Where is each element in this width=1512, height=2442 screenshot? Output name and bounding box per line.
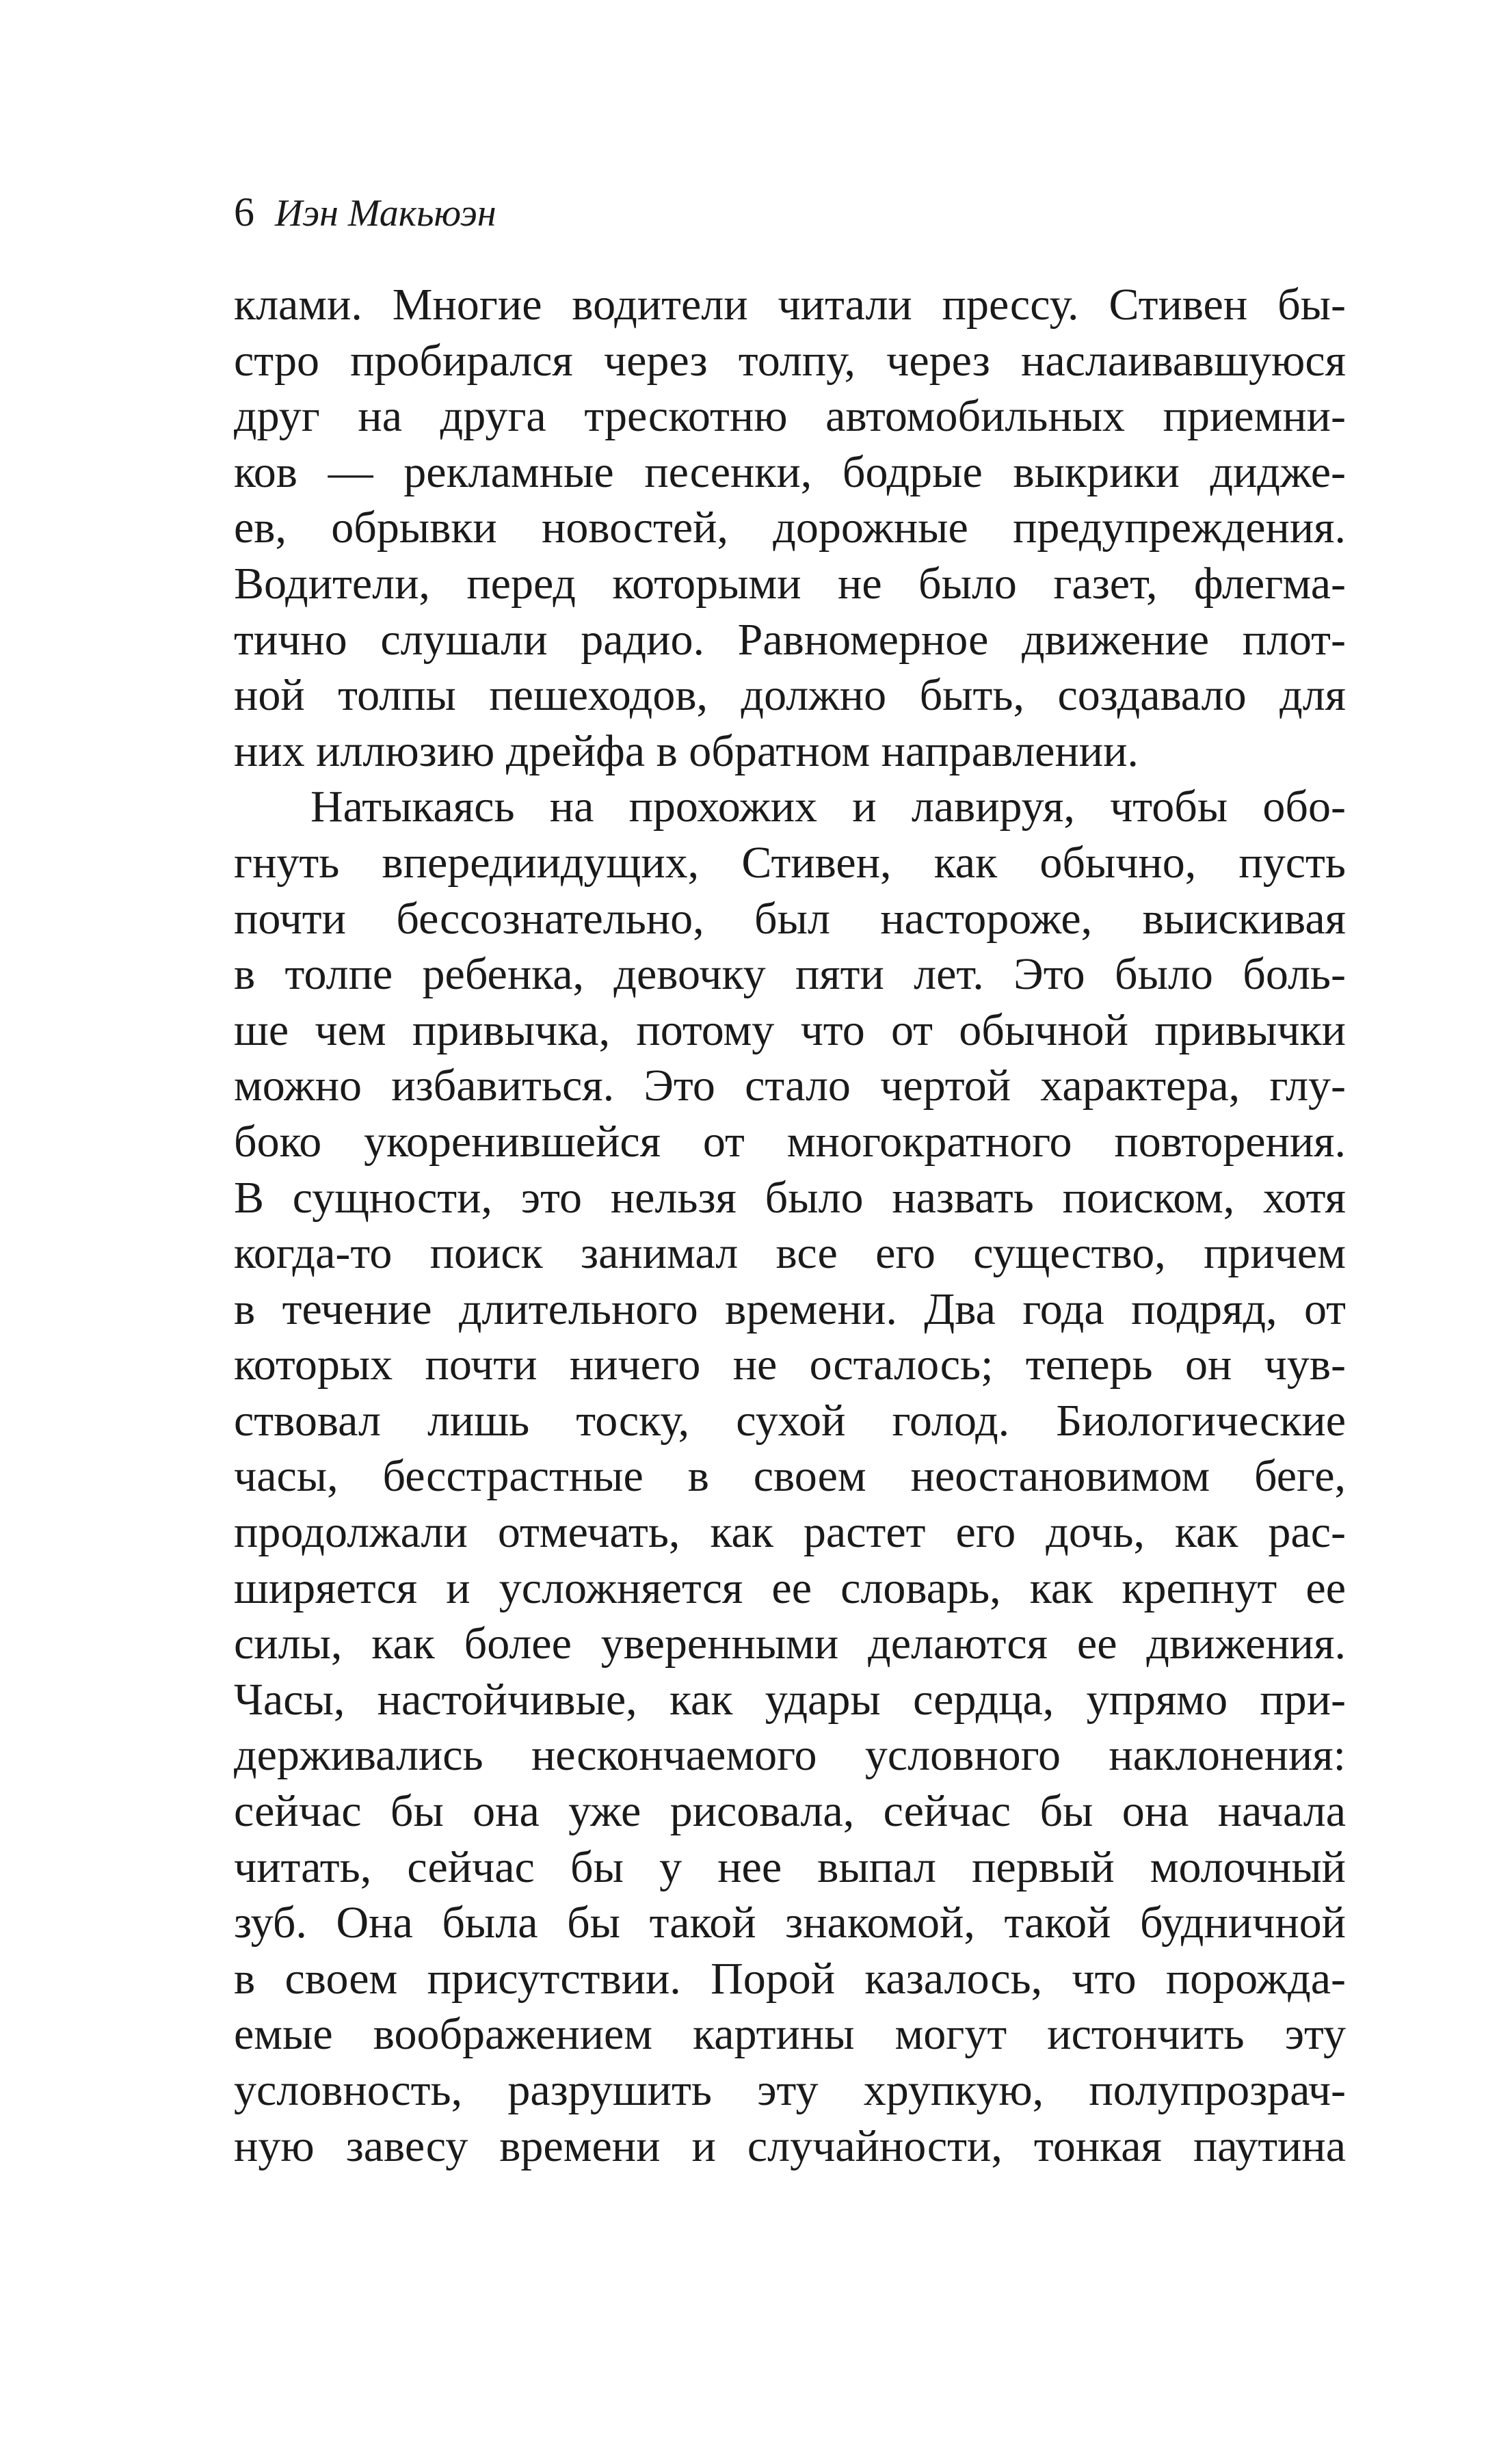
text-line: тично слушали радио. Равномерное движение плот-: [234, 614, 1346, 665]
text-line: ствовал лишь тоску, сухой голод. Биологические: [234, 1395, 1346, 1446]
text-line: в толпе ребенка, девочку пяти лет. Это было боль-: [234, 949, 1346, 1000]
text-line: в течение длительного времени. Два года подряд, от: [234, 1284, 1346, 1334]
author-name: Иэн Макьюэн: [275, 192, 496, 235]
paragraph-end-line: них иллюзию дрейфа в обратном направлении.: [234, 726, 1139, 776]
text-line: клами. Многие водители читали прессу. Стивен бы-: [234, 280, 1346, 330]
text-line: друг на друга трескотню автомобильных приемни-: [234, 391, 1346, 442]
text-line: почти бессознательно, был настороже, выискивая: [234, 893, 1346, 944]
text-line: часы, бесстрастные в своем неостановимом беге,: [234, 1451, 1346, 1502]
text-line: условность, разрушить эту хрупкую, полупрозрач-: [234, 2065, 1346, 2115]
text-line: держивались нескончаемого условного наклонения:: [234, 1730, 1346, 1781]
text-line: когда-то поиск занимал все его существо, причем: [234, 1228, 1346, 1279]
running-head: [234, 185, 496, 239]
text-line: стро пробирался через толпу, через наслаивавшуюся: [234, 335, 1346, 386]
text-line: боко укоренившейся от многократного повторения.: [234, 1116, 1346, 1167]
text-line: емые воображением картины могут истончить эту: [234, 2009, 1346, 2060]
text-line: ную завесу времени и случайности, тонкая паутина: [234, 2121, 1346, 2171]
text-line: ширяется и усложняется ее словарь, как крепнут ее: [234, 1563, 1346, 1613]
paragraph-start-line: Натыкаясь на прохожих и лавируя, чтобы обо-: [310, 782, 1346, 832]
text-line: можно избавиться. Это стало чертой характера, глу-: [234, 1061, 1346, 1111]
text-line: сейчас бы она уже рисовала, сейчас бы она начала: [234, 1786, 1346, 1837]
text-line: Часы, настойчивые, как удары сердца, упрямо при-: [234, 1674, 1346, 1725]
text-line: которых почти ничего не осталось; теперь он чув-: [234, 1340, 1346, 1390]
text-line: продолжали отмечать, как растет его дочь, как рас-: [234, 1507, 1346, 1558]
text-line: ев, обрывки новостей, дорожные предупреждения.: [234, 503, 1346, 553]
text-body: [234, 277, 1346, 2174]
text-line: в своем присутствии. Порой казалось, что порожда-: [234, 1953, 1346, 2004]
text-line: читать, сейчас бы у нее выпал первый молочный: [234, 1842, 1346, 1892]
text-line: зуб. Она была бы такой знакомой, такой будничной: [234, 1898, 1346, 1948]
text-line: силы, как более уверенными делаются ее движения.: [234, 1619, 1346, 1669]
text-line: ной толпы пешеходов, должно быть, создавало для: [234, 670, 1346, 721]
text-line: ков — рекламные песенки, бодрые выкрики дидже-: [234, 447, 1346, 497]
text-line: В сущности, это нельзя было назвать поиском, хотя: [234, 1172, 1346, 1223]
text-line: гнуть впередиидущих, Стивен, как обычно, пусть: [234, 837, 1346, 888]
text-line: Водители, перед которыми не было газет, флегма-: [234, 558, 1346, 609]
page-number: 6: [234, 189, 254, 235]
text-line: ше чем привычка, потому что от обычной привычки: [234, 1005, 1346, 1055]
